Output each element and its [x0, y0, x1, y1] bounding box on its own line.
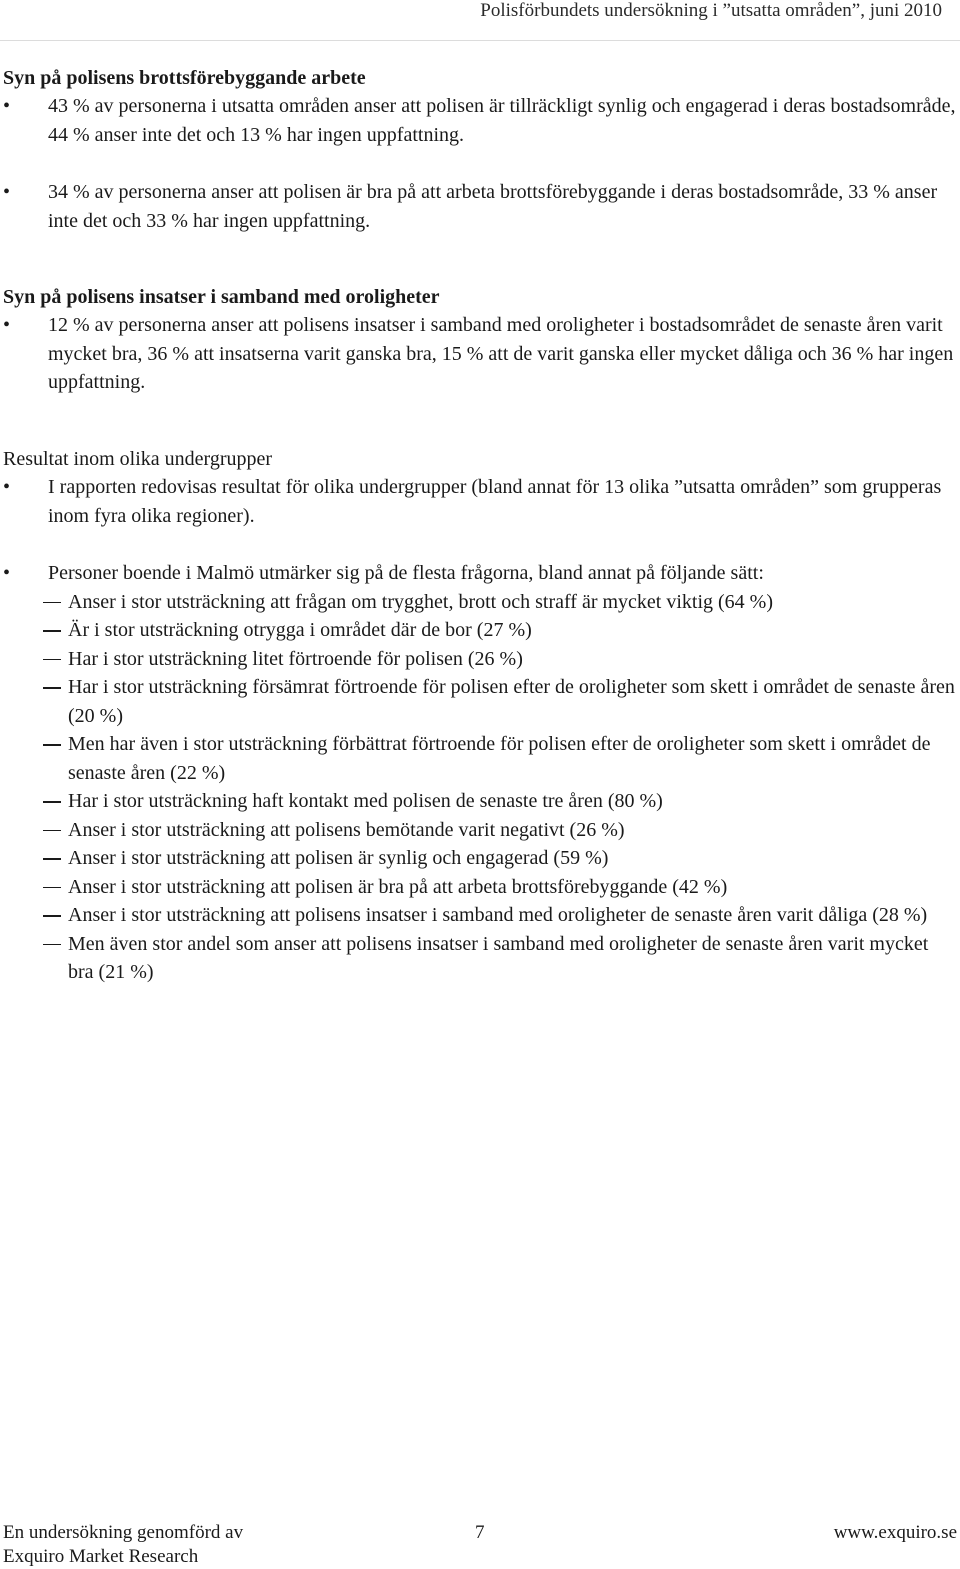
dash-item: Har i stor utsträckning försämrat förtroende för polisen efter de oroligheter som skett i området de senaste åren (20 %) [3, 673, 958, 730]
dash-item: Anser i stor utsträckning att polisens bemötande varit negativt (26 %) [3, 816, 958, 845]
dash-item: Är i stor utsträckning otrygga i området där de bor (27 %) [3, 616, 958, 645]
dash-item: Men även stor andel som anser att polisens insatser i samband med oroligheter de senaste åren varit mycket bra (21 %) [3, 930, 958, 987]
footer-website-link[interactable]: www.exquiro.se [833, 1522, 957, 1543]
bullet-item: • 34 % av personerna anser att polisen är bra på att arbeta brottsförebyggande i deras bostadsområde, 33 % anser inte det och 33 % har ingen uppfattning. [3, 178, 958, 235]
section-crime-prevention [3, 64, 958, 235]
running-header: Polisförbundets undersökning i ”utsatta områden”, juni 2010 [480, 0, 942, 21]
bullet-item: • Personer boende i Malmö utmärker sig på de flesta frågorna, bland annat på följande sätt: [3, 559, 958, 588]
bullet-item: • 43 % av personerna i utsatta områden anser att polisen är tillräckligt synlig och engagerad i deras bostadsområde, 44 % anser inte det och 13 % har ingen uppfattning. [3, 92, 958, 149]
footer-company-name: Exquiro Market Research [3, 1546, 199, 1567]
page-number: 7 [475, 1522, 485, 1543]
dash-item: Anser i stor utsträckning att polisens insatser i samband med oroligheter de senaste åren varit dåliga (28 %) [3, 901, 958, 930]
section-heading: Resultat inom olika undergrupper [3, 448, 273, 470]
footer-credit-line: En undersökning genomförd av [3, 1522, 244, 1543]
dash-item: Anser i stor utsträckning att frågan om trygghet, brott och straff är mycket viktig (64 %) [3, 588, 958, 617]
bullet-item: • I rapporten redovisas resultat för olika undergrupper (bland annat för 13 olika ”utsatta områden” som grupperas inom fyra olika regioner). [3, 473, 958, 530]
section-riot-response [3, 283, 958, 397]
dash-item: Har i stor utsträckning haft kontakt med polisen de senaste tre åren (80 %) [3, 787, 958, 816]
dash-item: Har i stor utsträckning litet förtroende för polisen (26 %) [3, 645, 958, 674]
bullet-item: • 12 % av personerna anser att polisens insatser i samband med oroligheter i bostadsområdet de senaste åren varit mycket bra, 36 % att insatserna varit ganska bra, 15 % att de varit ganska eller mycket dåliga och 36 % har ingen uppfattning. [3, 311, 958, 397]
dash-item: Men har även i stor utsträckning förbättrat förtroende för polisen efter de oroligheter som skett i området de senaste åren (22 %) [3, 730, 958, 787]
section-subgroups [3, 445, 958, 987]
footer-credit [3, 1521, 243, 1569]
dash-item: Anser i stor utsträckning att polisen är synlig och engagerad (59 %) [3, 844, 958, 873]
section-heading: Syn på polisens insatser i samband med oroligheter [3, 286, 440, 308]
section-heading: Syn på polisens brottsförebyggande arbete [3, 67, 366, 89]
dash-item: Anser i stor utsträckning att polisen är bra på att arbeta brottsförebyggande (42 %) [3, 873, 958, 902]
malmo-findings-list [3, 588, 958, 987]
header-divider [0, 40, 960, 41]
